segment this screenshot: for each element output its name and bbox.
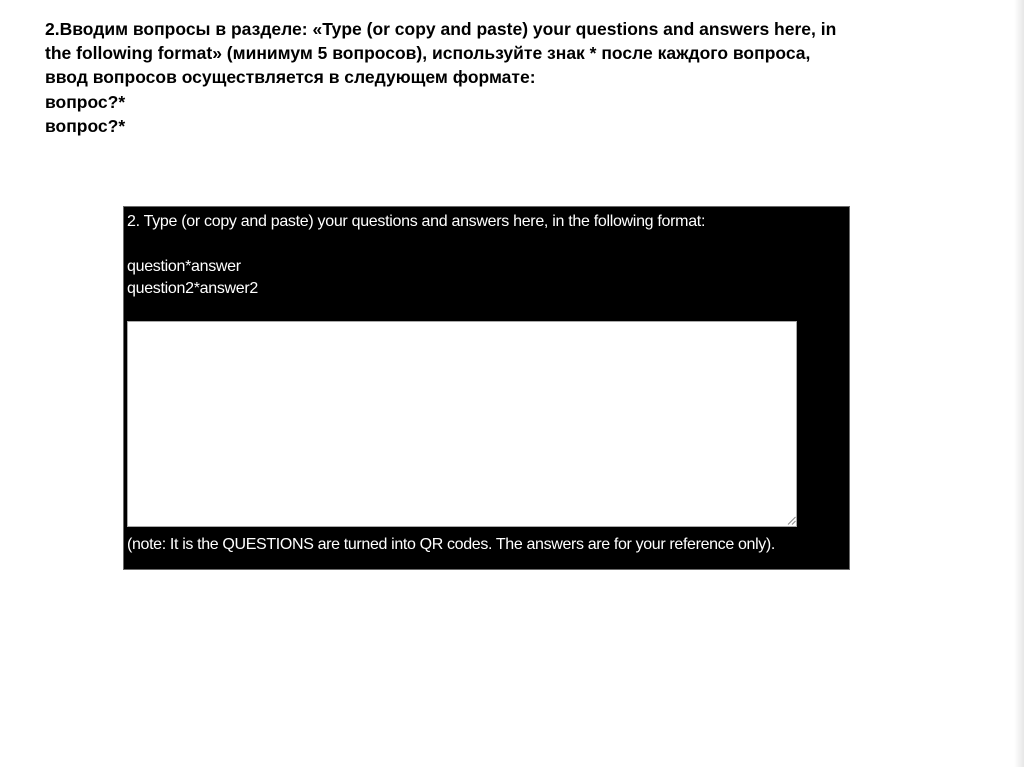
instruction-line: the following format» (минимум 5 вопросов), используйте знак * после каждого вопроса, xyxy=(45,43,811,64)
form-heading: 2. Type (or copy and paste) your questions and answers here, in the following format: xyxy=(127,213,706,230)
instructions-text xyxy=(45,17,1005,138)
questions-form-screenshot xyxy=(123,206,850,570)
instruction-line: вопрос?* xyxy=(45,115,126,136)
questions-textarea[interactable] xyxy=(127,321,797,527)
resize-grip-icon[interactable] xyxy=(787,516,796,525)
form-note: (note: It is the QUESTIONS are turned into QR codes. The answers are for your reference only). xyxy=(127,536,775,553)
instruction-line: ввод вопросов осуществляется в следующем формате: xyxy=(45,67,536,88)
instruction-line: вопрос?* xyxy=(45,91,126,112)
format-example-line: question*answer xyxy=(127,258,241,275)
slide-edge-shadow xyxy=(1014,0,1024,767)
instruction-line: 2.Вводим вопросы в разделе: «Type (or copy and paste) your questions and answers here, in xyxy=(45,19,837,39)
format-example-line: question2*answer2 xyxy=(127,280,258,297)
